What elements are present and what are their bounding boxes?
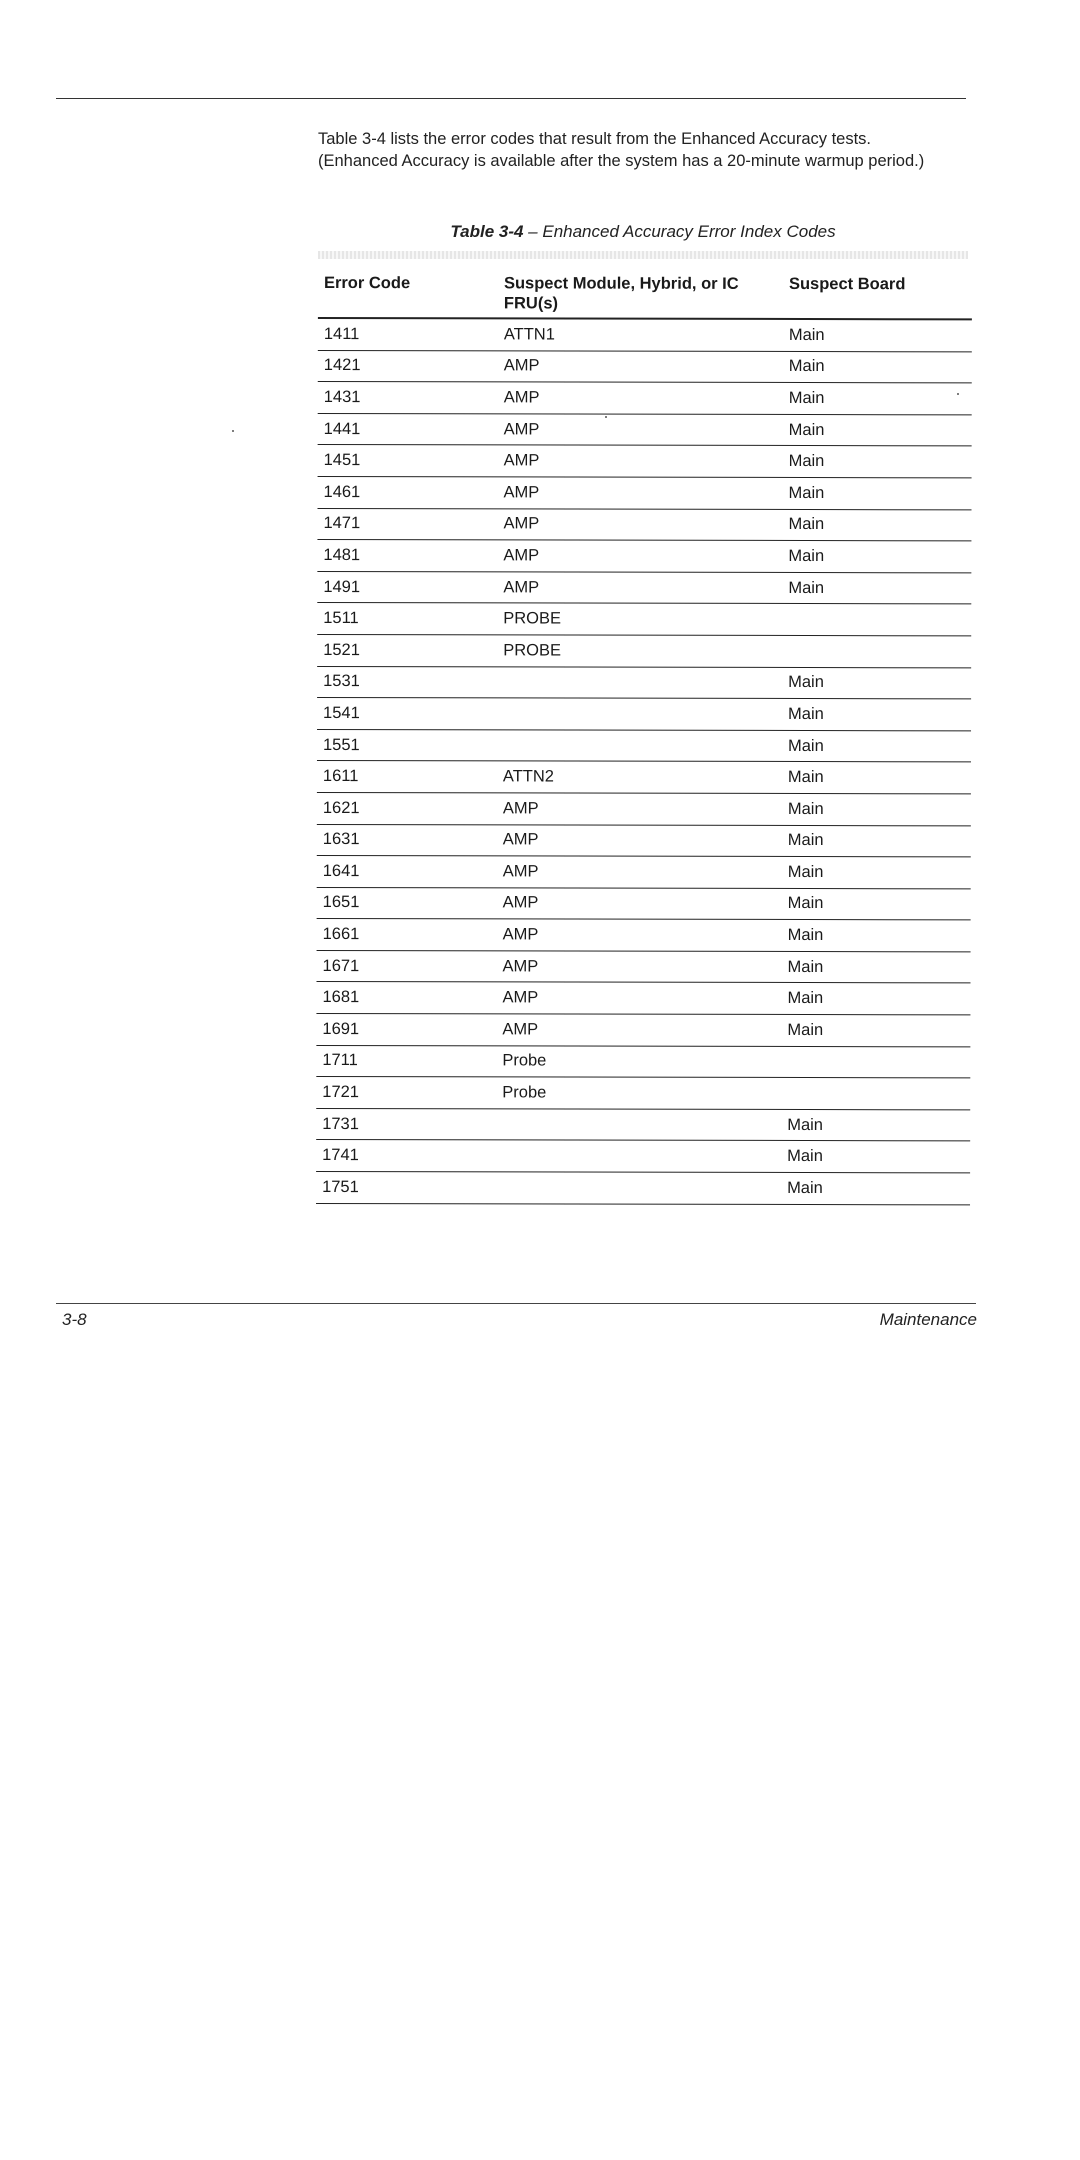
table-row: [316, 1172, 970, 1205]
cell-error-code: 1541: [323, 703, 360, 723]
cell-suspect-board: Main: [788, 546, 825, 566]
table-row: [317, 793, 971, 826]
cell-suspect-module: Probe: [502, 1051, 547, 1070]
cell-suspect-module: AMP: [502, 830, 539, 849]
cell-suspect-board: Main: [788, 704, 824, 723]
table-caption: [318, 222, 968, 242]
cell-error-code: 1441: [323, 419, 361, 438]
header-error-code: Error Code: [323, 274, 411, 293]
cell-suspect-board: Main: [788, 420, 825, 439]
header-suspect-board: Suspect Board: [788, 274, 906, 294]
cell-error-code: 1711: [322, 1051, 358, 1070]
cell-suspect-module: AMP: [502, 988, 539, 1007]
table-row: [316, 1046, 970, 1079]
table-row: [317, 667, 971, 700]
cell-suspect-module: AMP: [503, 419, 540, 439]
cell-suspect-module: AMP: [503, 483, 540, 502]
cell-suspect-module: AMP: [503, 451, 540, 470]
table-row: [317, 635, 971, 668]
cell-suspect-module: [497, 682, 782, 683]
caption-separator: –: [523, 222, 543, 241]
cell-suspect-module: AMP: [503, 577, 540, 597]
table-row: [317, 509, 971, 542]
table-row: [316, 1140, 970, 1173]
intro-paragraph: [318, 128, 938, 172]
table-row: [317, 572, 971, 605]
table-row: [316, 1014, 970, 1047]
cell-suspect-module: [496, 1156, 781, 1157]
cell-suspect-board: Main: [788, 357, 825, 376]
cell-error-code: 1461: [323, 482, 361, 501]
cell-error-code: 1641: [322, 861, 360, 880]
cell-suspect-module: AMP: [502, 1020, 539, 1039]
table-row: [317, 730, 971, 763]
cell-error-code: 1451: [323, 451, 361, 470]
cell-error-code: 1511: [323, 609, 359, 628]
cell-suspect-board: Main: [787, 1020, 824, 1039]
cell-error-code: 1411: [323, 324, 360, 343]
cell-suspect-board: Main: [788, 673, 824, 692]
cell-error-code: 1471: [323, 514, 361, 533]
cell-suspect-board: Main: [788, 578, 825, 597]
cell-error-code: 1431: [323, 387, 361, 407]
cell-suspect-board: Main: [788, 388, 825, 408]
cell-suspect-module: [496, 1188, 781, 1189]
cell-suspect-module: [497, 745, 782, 746]
cell-suspect-board: Main: [787, 1178, 823, 1197]
table-row: [316, 1077, 970, 1110]
cell-suspect-board: Main: [788, 452, 825, 471]
cell-suspect-module: Probe: [502, 1083, 547, 1102]
cell-error-code: 1731: [322, 1114, 359, 1133]
cell-suspect-module: AMP: [503, 388, 540, 407]
cell-error-code: 1691: [322, 1019, 360, 1038]
cell-suspect-board: Main: [787, 862, 824, 881]
cell-suspect-module: AMP: [502, 862, 539, 881]
caption-title: Enhanced Accuracy Error Index Codes: [542, 222, 836, 241]
cell-error-code: 1481: [323, 545, 361, 565]
cell-error-code: 1531: [323, 672, 360, 691]
cell-suspect-module: [496, 1125, 781, 1126]
table-row: [317, 824, 971, 857]
table-row: [318, 414, 972, 447]
table-row: [317, 919, 971, 952]
table-row: [318, 319, 972, 352]
cell-error-code: 1551: [322, 735, 360, 754]
cell-suspect-board: Main: [787, 1147, 823, 1166]
table-row: [317, 856, 971, 889]
cell-suspect-board: Main: [788, 515, 825, 534]
top-rule: [56, 98, 966, 99]
table-row: [316, 982, 970, 1015]
cell-error-code: 1421: [323, 356, 361, 375]
cell-suspect-module: [497, 714, 782, 715]
caption-shade-bar: [318, 251, 968, 259]
cell-suspect-board: Main: [787, 799, 824, 818]
cell-suspect-board: Main: [788, 483, 825, 502]
cell-suspect-module: AMP: [502, 925, 539, 944]
cell-suspect-board: Main: [787, 768, 824, 787]
table-body: [316, 319, 972, 1205]
cell-error-code: 1741: [322, 1146, 359, 1165]
table-header: [318, 268, 972, 320]
page-number: 3-8: [62, 1310, 87, 1329]
cell-error-code: 1631: [322, 830, 360, 849]
cell-error-code: 1681: [322, 988, 360, 1007]
cell-suspect-board: Main: [788, 325, 825, 344]
scan-speck: [605, 416, 607, 418]
table-row: [317, 540, 971, 573]
scan-speck: [957, 393, 959, 395]
header-suspect-module: Suspect Module, Hybrid, or IC FRU(s): [503, 274, 739, 313]
cell-error-code: 1721: [322, 1083, 360, 1102]
cell-suspect-board: Main: [787, 894, 824, 913]
cell-suspect-board: Main: [787, 1115, 823, 1134]
table-row: [317, 698, 971, 731]
cell-suspect-board: Main: [787, 736, 824, 755]
cell-suspect-module: ATTN2: [502, 767, 554, 786]
table-row: [318, 445, 972, 478]
cell-suspect-module: AMP: [503, 356, 540, 375]
intro-text: Table 3-4 lists the error codes that result from the Enhanced Accuracy tests. (Enhanced Accuracy is available after the system has a 20-minute warmup period.): [318, 130, 925, 170]
table-row: [317, 951, 971, 984]
cell-suspect-module: PROBE: [503, 609, 562, 628]
caption-number: Table 3-4: [450, 222, 524, 241]
cell-suspect-module: AMP: [503, 514, 540, 533]
cell-error-code: 1661: [322, 925, 360, 944]
cell-error-code: 1521: [323, 640, 360, 659]
cell-suspect-module: PROBE: [503, 641, 562, 660]
cell-suspect-module: AMP: [502, 893, 539, 912]
cell-error-code: 1671: [322, 956, 360, 975]
scan-speck: [232, 430, 234, 432]
cell-suspect-board: Main: [787, 989, 824, 1008]
table-row: [317, 603, 971, 636]
cell-error-code: 1751: [322, 1177, 359, 1196]
cell-suspect-module: AMP: [503, 546, 540, 565]
cell-suspect-board: Main: [787, 831, 824, 850]
cell-error-code: 1621: [322, 798, 360, 817]
cell-suspect-module: AMP: [502, 799, 539, 818]
table-row: [317, 888, 971, 921]
cell-suspect-board: Main: [787, 926, 824, 945]
section-name: Maintenance: [879, 1310, 977, 1329]
cell-suspect-board: Main: [787, 957, 824, 976]
table-row: [318, 351, 972, 384]
table-row: [317, 477, 971, 510]
footer-rule: [56, 1303, 976, 1304]
table-row: [318, 382, 972, 415]
error-code-table: [316, 268, 972, 1205]
cell-suspect-module: ATTN1: [503, 325, 555, 344]
table-row: [317, 761, 971, 794]
cell-error-code: 1611: [322, 767, 359, 786]
cell-error-code: 1651: [322, 893, 360, 912]
cell-suspect-module: AMP: [502, 957, 539, 976]
table-row: [316, 1109, 970, 1142]
cell-error-code: 1491: [323, 577, 361, 596]
